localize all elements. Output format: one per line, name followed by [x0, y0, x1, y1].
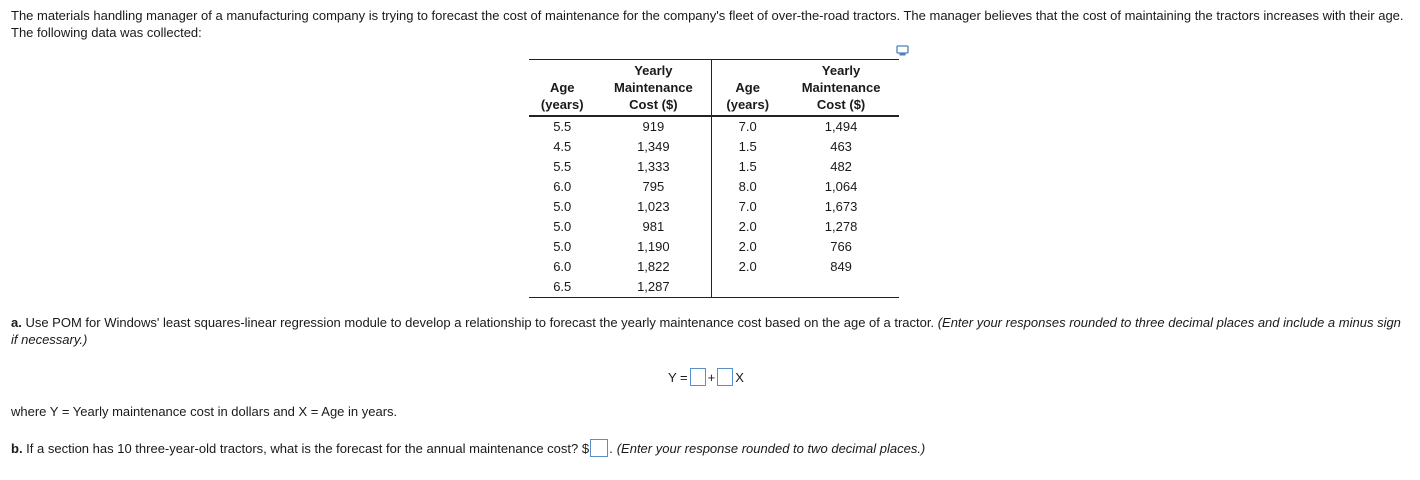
table-row: [529, 137, 899, 157]
equation-plus: +: [707, 369, 716, 385]
cell-age: 1.5: [738, 139, 757, 154]
cell-cost: 1,190: [595, 237, 711, 257]
cell-cost: 766: [830, 239, 852, 254]
cell-cost: 463: [830, 139, 852, 154]
cell-age: 6.0: [553, 259, 572, 274]
header-cost-2: [783, 60, 899, 117]
cell-age: 2.0: [738, 219, 757, 234]
cell-age: 5.5: [553, 119, 572, 134]
cell-age: 6.0: [553, 179, 572, 194]
question-b-label: b.: [11, 440, 23, 456]
cell-age: 8.0: [738, 179, 757, 194]
header-age-2: [712, 60, 783, 117]
table-row: [529, 277, 899, 298]
cell-age: 5.0: [553, 199, 572, 214]
cell-cost: 981: [595, 217, 711, 237]
variable-definitions: where Y = Yearly maintenance cost in dollars and X = Age in years.: [11, 404, 398, 419]
question-b: [11, 439, 925, 457]
cell-age: 4.5: [553, 139, 572, 154]
cell-cost: 482: [830, 159, 852, 174]
cell-cost: 1,673: [824, 199, 858, 214]
copy-icon[interactable]: [896, 45, 910, 57]
cell-age: 6.5: [553, 279, 572, 294]
question-a: [11, 314, 1411, 348]
question-a-hint: (Enter your responses rounded to three decimal places and include a minus sign if necessary.): [11, 315, 1401, 347]
table-header-row: [529, 60, 899, 117]
header-text: Yearly: [634, 63, 673, 78]
header-text: (years): [540, 97, 584, 112]
table-row: [529, 157, 899, 177]
header-text: (years): [726, 97, 770, 112]
cell-age: [712, 277, 783, 298]
cell-cost: 1,287: [595, 277, 711, 298]
cell-cost: 1,349: [595, 137, 711, 157]
header-age-1: [529, 60, 595, 117]
question-b-period: .: [609, 440, 613, 456]
cell-cost: 1,822: [595, 257, 711, 277]
regression-equation: [668, 368, 744, 386]
question-a-text: Use POM for Windows' least squares-linear regression module to develop a relationship to forecast the yearly maintenance cost based on the age of a tractor.: [21, 315, 938, 330]
header-text: Cost ($): [629, 97, 678, 112]
question-b-hint: (Enter your response rounded to two decimal places.): [616, 440, 926, 456]
cell-age: 2.0: [738, 259, 757, 274]
cell-cost: 1,064: [824, 179, 858, 194]
table-row: [529, 257, 899, 277]
cell-age: 1.5: [738, 159, 757, 174]
table-row: [529, 197, 899, 217]
cell-age: 5.0: [553, 239, 572, 254]
data-table: [529, 59, 899, 298]
header-text: Age: [735, 80, 760, 95]
cell-cost: 1,023: [595, 197, 711, 217]
cell-cost: 795: [595, 177, 711, 197]
equation-prefix: Y =: [668, 369, 688, 385]
question-a-label: a.: [11, 315, 22, 330]
table-row: [529, 217, 899, 237]
cell-age: 7.0: [738, 119, 757, 134]
problem-intro: The materials handling manager of a manufacturing company is trying to forecast the cost of maintenance for the company's fleet of over-the-road tractors. The manager believes that the cost of maintaining the tractors increases with their age. The following data was collected:: [11, 8, 1404, 40]
equation-suffix: X: [735, 369, 744, 385]
cell-cost: 1,333: [595, 157, 711, 177]
slope-input[interactable]: [717, 368, 733, 386]
header-text: Cost ($): [816, 97, 866, 112]
header-text: Yearly: [821, 63, 861, 78]
cell-cost: 919: [595, 116, 711, 137]
header-text: Age: [549, 80, 575, 95]
cell-cost: 1,278: [824, 219, 858, 234]
table-row: [529, 116, 899, 137]
table-row: [529, 237, 899, 257]
header-text: Maintenance: [613, 80, 693, 95]
header-cost-1: [595, 60, 711, 117]
cell-cost: 1,494: [824, 119, 858, 134]
header-text: Maintenance: [801, 80, 881, 95]
question-b-text: If a section has 10 three-year-old tractors, what is the forecast for the annual maintenance cost? $: [22, 440, 590, 456]
cell-cost: [783, 277, 899, 298]
cell-age: 5.0: [553, 219, 572, 234]
cell-age: 5.5: [553, 159, 572, 174]
forecast-input[interactable]: [590, 439, 608, 457]
cell-age: 2.0: [738, 239, 757, 254]
cell-age: 7.0: [738, 199, 757, 214]
table-row: [529, 177, 899, 197]
cell-cost: 849: [830, 259, 852, 274]
intercept-input[interactable]: [690, 368, 706, 386]
